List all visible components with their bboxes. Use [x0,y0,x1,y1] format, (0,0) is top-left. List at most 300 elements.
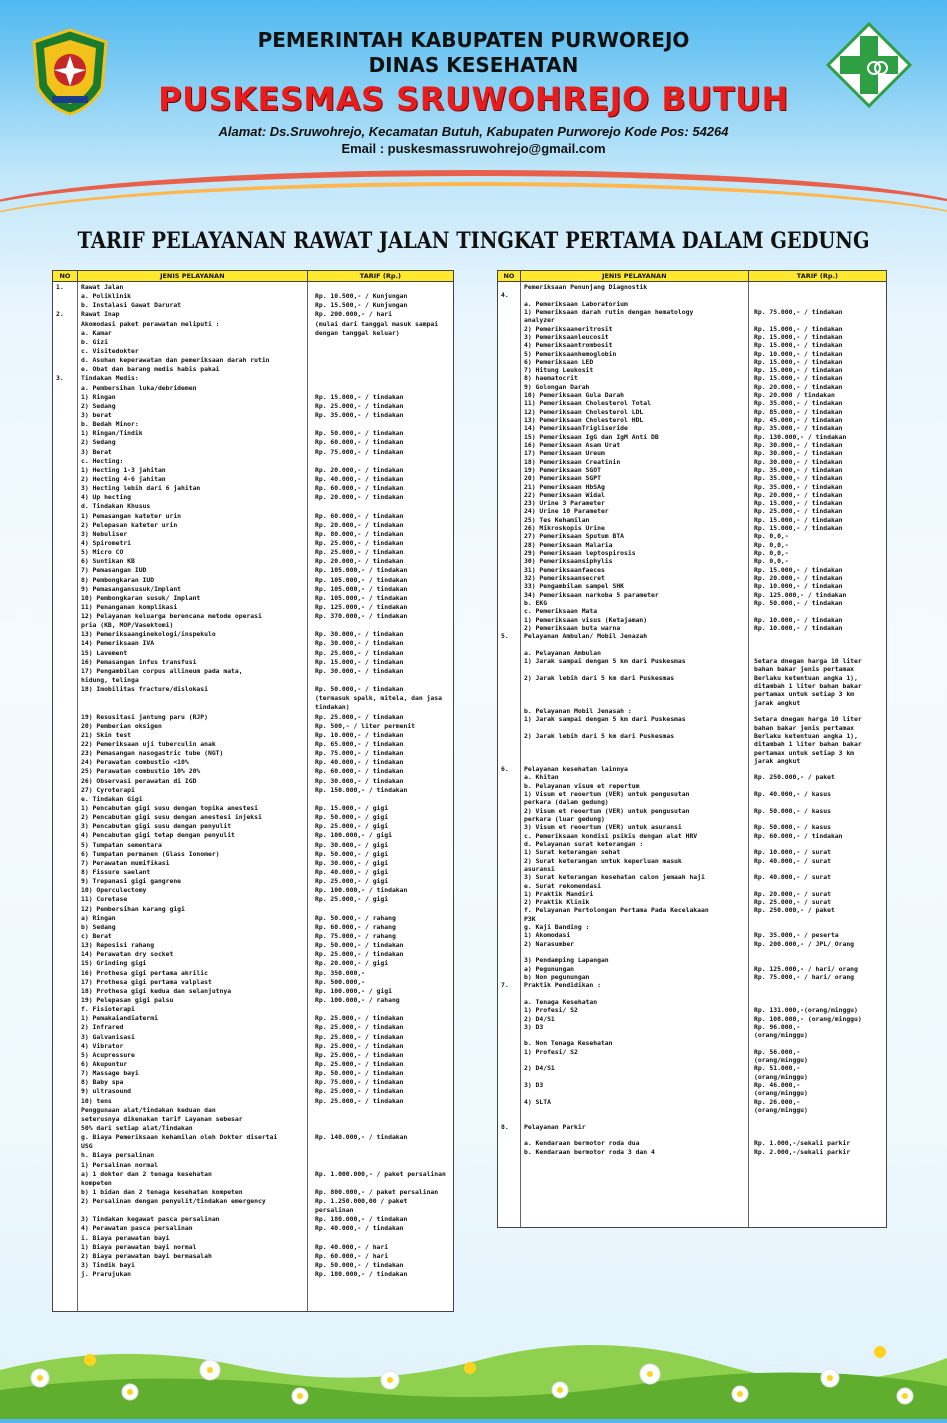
cell-desc: 19) Pelepasan gigi palsu [81,995,174,1004]
table-row [498,557,886,565]
cell-tarif: Rp. 15.000,- / tindakan [754,357,843,366]
table-body [53,283,453,1279]
table-row [53,923,453,932]
cell-desc: 4) Vibrator [81,1041,124,1050]
cell-tarif: (termasuk spalk, mitela, dan jasa [315,694,442,703]
cell-desc: 1) Surat keterangan sehat [524,848,621,857]
cell-desc: b. EKG [524,598,548,607]
cell-desc: b. Kendaraan bermotor roda 3 dan 4 [524,1147,655,1156]
table-row [498,582,886,590]
table-row [53,731,453,740]
table-row [498,1123,886,1131]
cell-desc: 16) Pemasangan infus transfusi [81,657,197,666]
cell-tarif: Rp. 60.000,- / tindakan [315,767,404,776]
cell-desc: g. Kaji Banding : [524,923,590,932]
table-row [498,1023,886,1031]
cell-desc: 4) Perawatan pasca persalinan [81,1224,193,1233]
cell-desc: 10) Pemeriksaan Gula Darah [524,391,625,400]
table-row [498,424,886,432]
cell-desc: 25) Tes Kehamilan [524,515,590,524]
cell-desc: f. Fisioterapi [81,1005,135,1014]
table-row [498,865,886,873]
cell-desc: j. Prarujukan [81,1270,132,1279]
table-row [53,1078,453,1087]
cell-tarif: Rp. 35.000,- / tindakan [754,465,843,474]
cell-tarif: Rp. 20.000,- / tindakan [315,493,404,502]
table-row [498,399,886,407]
table-row [498,566,886,574]
table-row [53,420,453,429]
cell-desc: b) Non pegunungan [524,972,590,981]
cell-desc: 24) Urine 10 Parameter [524,507,609,516]
cell-desc: 7) Pemasangan IUD [81,566,147,575]
cell-tarif: Rp. 25.000,- / gigi [315,895,389,904]
table-row [53,786,453,795]
cell-desc: Rawat Jalan [81,283,124,291]
cell-tarif: Rp. 100.000,- / tindakan [315,886,408,895]
table-row [53,713,453,722]
cell-desc: a. Khitan [524,773,559,782]
table-row [498,956,886,964]
table-row [53,1151,453,1160]
cell-tarif: Rp. 20.000,- / gigi [315,959,389,968]
cell-desc: asuransi [524,864,555,873]
table-row [498,499,886,507]
table-row [53,1051,453,1060]
cell-desc: 5) Pemeriksaanhemoglobin [524,349,617,358]
table-row [498,624,886,632]
cell-tarif: Rp. 125.000,- / tindakan [315,602,408,611]
cell-desc: hidung, telinga [81,676,139,685]
table-row [498,383,886,391]
table-row [53,1069,453,1078]
cell-desc: 15) Grinding gigi [81,959,147,968]
cell-desc: 3) Tindik bayi [81,1261,135,1270]
table-row [53,429,453,438]
cell-desc: 1) Pemeriksaan darah rutin dengan hematology [524,307,694,316]
table-row [498,674,886,682]
table-row [498,773,886,781]
cell-desc: a. Poliklinik [81,292,132,301]
cell-desc: 2) Praktik Klinik [524,898,590,907]
table-row [498,923,886,931]
cell-tarif: Rp. 180.000,- / tindakan [315,1270,408,1279]
cell-desc: 1) Pencabutan gigi susu dengan topika anestesi [81,804,258,813]
cell-desc: 18) Prothesa gigi kedua dan selanjutnya [81,986,232,995]
cell-tarif: Rp. 40.000,- / surat [754,856,831,865]
cell-desc: 4) SLTA [524,1097,551,1106]
cell-no: 2. [56,310,64,319]
table-row [53,1270,453,1279]
cell-desc: Penggunaan alat/tindakan keduan dan [81,1105,216,1114]
cell-tarif: (orang/minggu) [754,1072,808,1081]
table-row [53,512,453,521]
table-row [53,630,453,639]
cell-tarif: Rp. 15.000,- / tindakan [754,374,843,383]
table-row [498,948,886,956]
table-row [498,574,886,582]
cell-tarif: Rp. 25.000,- / gigi [315,877,389,886]
cell-desc: kompeten [81,1178,112,1187]
cell-desc: 6) Pemeriksaan LED [524,357,594,366]
table-row [53,895,453,904]
cell-desc: 6) Tumpatan permanen (Glass Ionomer) [81,849,220,858]
table-row [498,931,886,939]
table-row [53,475,453,484]
table-row [53,502,453,511]
page-title: TARIF PELAYANAN RAWAT JALAN TINGKAT PERTAMA DALAM GEDUNG [77,228,870,254]
table-row [498,732,886,740]
cell-desc: b) 1 bidan dan 2 tenaga kesehatan kompeten [81,1187,243,1196]
table-row [53,877,453,886]
table-row [498,915,886,923]
table-row [53,1206,453,1215]
table-row [498,1031,886,1039]
cell-desc: 32) Pemeriksaansecret [524,573,605,582]
cell-desc: 14) Pemeriksaan IVA [81,639,155,648]
table-row [498,433,886,441]
cell-tarif: Rp. 30.000,- / tindakan [754,457,843,466]
table-row [498,325,886,333]
table-row [498,782,886,790]
table-row [498,757,886,765]
cell-desc: 3) Visum et reoertum (VER) untuk asuransi [524,823,682,832]
cell-tarif: Rp. 10.000,- / surat [754,848,831,857]
cell-tarif: Rp. 15.500,- / Kunjungan [315,301,408,310]
cell-tarif: Rp. 10.000,- / tindakan [315,730,404,739]
cell-tarif: Rp. 40.000,- / tindakan [315,474,404,483]
cell-tarif: pertamax untuk setiap 3 km [754,690,855,699]
cell-desc: 2) Jarak lebih dari 5 km dari Puskesmas [524,673,675,682]
cell-desc: 22) Pemeriksaan uji tuberculin anak [81,740,216,749]
cell-tarif: Rp. 20.000,- / surat [754,889,831,898]
cell-tarif: Rp. 2.000,-/sekali parkir [754,1147,851,1156]
table-row [53,1005,453,1014]
cell-tarif: (mulai dari tanggal masuk sampai [315,319,439,328]
cell-desc: 4) Pemeriksaantrombosit [524,341,613,350]
table-row [53,1234,453,1243]
cell-tarif: Rp. 200.000,- / JPL/ Orang [754,939,855,948]
table-row [53,1179,453,1188]
cell-tarif: Rp. 75.000,- / rahang [315,931,396,940]
table-row [53,539,453,548]
cell-desc: perkara (dalam gedung) [524,798,609,807]
cell-desc: c. Visitedokter [81,346,139,355]
cell-desc: 18) Pemeriksaan Creatinin [524,457,621,466]
cell-desc: 12) Pelayanan keluarga berencana metode operasi [81,612,262,621]
cell-desc: 3) berat [81,410,112,419]
cell-desc: 1) Pemasangan kateter urin [81,511,182,520]
table-row [498,882,886,890]
table-row [498,749,886,757]
cell-desc: a) Ringan [81,913,116,922]
cell-tarif: Rp. 60.000,- / rahang [315,922,396,931]
cell-tarif: Berlaku ketentuan angka 1), [754,731,858,740]
cell-desc: 2) D4/S1 [524,1014,555,1023]
table-row [53,1197,453,1206]
cell-tarif: Rp. 100.000,- / gigi [315,831,392,840]
table-row [53,1087,453,1096]
table-row [53,585,453,594]
cell-desc: pria (KB, MOP/Vasektomi) [81,621,174,630]
table-row [498,300,886,308]
table-row [53,685,453,694]
table-header [53,271,453,282]
cell-tarif: Rp. 350.000,- [315,968,366,977]
cell-desc: 2) Sedang [81,438,116,447]
table-row [53,621,453,630]
table-row [53,841,453,850]
cell-desc: Akomodasi paket perawatan meliputi : [81,319,220,328]
cell-tarif: Rp. 75.000,- / hari/ orang [754,972,855,981]
table-row [498,815,886,823]
table-row [53,1261,453,1270]
cell-desc: 1) Ringan/Tindik [81,429,143,438]
cell-no: 8. [501,1122,509,1131]
table-row [498,507,886,515]
table-row [53,438,453,447]
table-row [498,483,886,491]
cell-desc: c. Pemeriksaan Mata [524,607,598,616]
cell-desc: 3) Berat [81,447,112,456]
cell-tarif: Rp. 50.000,- / gigi [315,849,389,858]
cell-desc: analyzer [524,316,555,325]
tariff-table-left [52,270,454,1312]
table-row [53,639,453,648]
cell-tarif: Rp. 25.000,- / tindakan [315,1087,404,1096]
cell-desc: b. Non Tenaga Kesehatan [524,1039,613,1048]
table-row [498,283,886,291]
cell-desc: a. Pelayanan Ambulan [524,648,601,657]
table-row [53,566,453,575]
cell-no: 6. [501,765,509,774]
table-row [53,292,453,301]
cell-tarif: Rp. 1.250.000,00 / paket [315,1197,408,1206]
cell-tarif: Rp. 35.000,- / tindakan [315,410,404,419]
table-row [53,804,453,813]
cell-desc: 33) Pengambilam sampel SHK [524,582,625,591]
cell-desc: 9) Trepanasi gigi gangrene [81,877,182,886]
table-row [498,798,886,806]
cell-desc: 2) Sedang [81,401,116,410]
table-row [53,813,453,822]
table-row [53,749,453,758]
cell-tarif: Rp. 20.000,- / tindakan [315,520,404,529]
cell-tarif: Rp. 15.000,- / tindakan [315,392,404,401]
cell-tarif: Rp. 50.000,- / tindakan [315,941,404,950]
header-service: JENIS PELAYANAN [521,271,749,281]
table-row [498,823,886,831]
cell-tarif: Rp. 131.000,-(orang/minggu) [754,1006,858,1015]
cell-desc: 5) Micro CO [81,548,124,557]
cell-desc: 3) Pendamping Lapangan [524,956,609,965]
table-row [53,301,453,310]
cell-desc: 20) Pemberian oksigen [81,721,162,730]
cell-tarif: Rp. 25.000,- / tindakan [315,712,404,721]
cell-desc: 19) Resusitasi jantung paru (RJP) [81,712,208,721]
cell-tarif: Rp. 35.000,- / tindakan [754,399,843,408]
cell-no: 7. [501,981,509,990]
table-row [498,832,886,840]
cell-tarif: Rp. 15.000,- / tindakan [754,324,843,333]
cell-tarif: Rp. 40.000,- / surat [754,873,831,882]
cell-tarif: Rp. 75.000,- / tindakan [754,307,843,316]
cell-desc: b. Bedah Minor: [81,420,139,429]
cell-desc: a. Pembersihan luka/debridemen [81,383,197,392]
cell-desc: 27) Cyroterapi [81,785,135,794]
cell-tarif: Rp. 10.000,- / tindakan [754,623,843,632]
table-row [53,338,453,347]
table-row [498,1039,886,1047]
cell-desc: 3) Hecting lebih dari 6 jahitan [81,484,201,493]
cell-desc: b. Pelayanan Mobil Jenasah : [524,706,632,715]
cell-desc: Tindakan Medis: [81,374,139,383]
table-row [498,690,886,698]
table-row [498,449,886,457]
cell-desc: a) 1 dokter dan 2 tenaga kesehatan [81,1169,212,1178]
cell-desc: 7) Hitung Leukosit [524,366,594,375]
cell-tarif: Rp. 15.000,- / tindakan [754,565,843,574]
cell-tarif: Rp. 108.000,- (orang/minggu) [754,1014,862,1023]
cell-tarif: Rp. 150.000,- / tindakan [315,785,408,794]
cell-tarif: Rp. 100.000,- / rahang [315,995,400,1004]
table-row [53,1252,453,1261]
cell-desc: d. Pelayanan surat keterangan : [524,839,644,848]
cell-desc: 22) Pemeriksaan Widal [524,490,605,499]
table-row [498,474,886,482]
table-row [498,740,886,748]
table-row [53,603,453,612]
cell-tarif: Rp. 125.000,- / hari/ orang [754,964,858,973]
cell-tarif: Rp. 50.000,- / tindakan [315,685,404,694]
cell-desc: 15) Lavement [81,648,128,657]
cell-no: 5. [501,632,509,641]
table-row [498,1089,886,1097]
cell-desc: a. Kendaraan bermotor roda dua [524,1139,640,1148]
table-row [498,616,886,624]
cell-desc: b) Sedang [81,922,116,931]
table-row [53,1014,453,1023]
table-row [53,694,453,703]
cell-tarif: jarak angkut [754,756,801,765]
header-tarif: TARIF (Rp.) [359,272,401,280]
table-row [53,393,453,402]
email-line: Email : puskesmassruwohrejo@gmail.com [341,141,606,156]
cell-tarif: bahan bakar jenis pertamax [754,665,855,674]
cell-desc: Pelayanan Parkir [524,1122,586,1131]
table-row [498,291,886,299]
table-row [498,1148,886,1156]
cell-tarif: Rp. 100.000,- / gigi [315,986,392,995]
table-row [53,868,453,877]
cell-desc: 13) Reposisi rahang [81,941,155,950]
table-row [498,491,886,499]
cell-desc: 27) Pemeriksaan Sputum BTA [524,532,625,541]
table-row [53,310,453,319]
cell-tarif: Rp. 25.000,- / tindakan [315,1096,404,1105]
table-row [498,374,886,382]
table-row [498,358,886,366]
table-row [53,886,453,895]
table-row [498,1048,886,1056]
table-row [498,416,886,424]
cell-desc: 3) Pencabutan gigi susu dengan penyulit [81,822,232,831]
cell-tarif: Rp. 250.000,- / paket [754,906,835,915]
table-row [53,466,453,475]
cell-tarif: Rp. 30.000,- / gigi [315,840,389,849]
cell-tarif: Rp. 20.000,- / tindakan [754,382,843,391]
cell-tarif: jarak angkut [754,698,801,707]
table-row [53,767,453,776]
cell-tarif: Rp. 35.000,- / tindakan [754,482,843,491]
cell-desc: 14) PemeriksaanTrigliseride [524,424,628,433]
table-row [498,441,886,449]
cell-desc: 23) Urine 3 Parameter [524,499,605,508]
table-body [498,283,886,1156]
table-row [498,632,886,640]
cell-desc: 1) Praktik Mandiri [524,889,594,898]
cell-tarif: Rp. 50.000,- / tindakan [315,1069,404,1078]
table-row [498,1139,886,1147]
table-row [53,722,453,731]
table-row [498,840,886,848]
table-row [498,1064,886,1072]
cell-desc: 1) Akomodasi [524,931,571,940]
cell-desc: 50% dari setiap alat/Tindakan [81,1123,193,1132]
cell-tarif: Rp. 65.000,- / tindakan [315,740,404,749]
cell-desc: c. Pemeriksaan kondisi psikis dengan alat HRV [524,831,698,840]
cell-tarif: Rp. 1.000,-/sekali parkir [754,1139,851,1148]
cell-tarif: Rp. 60.000,- / tindakan [315,438,404,447]
table-row [53,1060,453,1069]
address-line: Alamat: Ds.Sruwohrejo, Kecamatan Butuh, Kabupaten Purworejo Kode Pos: 54264 [218,124,729,139]
table-row [498,1131,886,1139]
cell-tarif: Rp. 35.000,- / tindakan [754,424,843,433]
cell-desc: 12) Pembersihan karang gigi [81,904,185,913]
cell-desc: 1) Hecting 1-3 jahitan [81,465,166,474]
cell-tarif: Rp. 20.000,- / tindakan [754,573,843,582]
table-row [53,1142,453,1151]
table-row [53,1170,453,1179]
cell-tarif: Rp. 105.000,- / tindakan [315,575,408,584]
table-row [53,969,453,978]
table-row [498,906,886,914]
cell-desc: c. Hecting: [81,456,124,465]
cell-desc: 7) Perawatan mumifikasi [81,858,170,867]
cell-tarif: Rp. 25.000,- / gigi [315,822,389,831]
table-row [53,905,453,914]
table-row [498,665,886,673]
cell-tarif: Rp. 800.000,- / paket persalinan [315,1187,439,1196]
table-row [53,530,453,539]
cell-tarif: Rp. 15.000,- / tindakan [754,366,843,375]
cell-tarif: Rp. 60.000,- / tindakan [754,831,843,840]
table-row [53,667,453,676]
cell-tarif: Rp. 75.000,- / tindakan [315,1078,404,1087]
table-row [53,457,453,466]
cell-tarif: Rp. 60.000,- / tindakan [315,511,404,520]
cell-desc: 1) Biaya perawatan bayi normal [81,1242,197,1251]
cell-desc: 8) haematocrit [524,374,578,383]
cell-tarif: Rp. 40.000,- / tindakan [315,758,404,767]
table-row [498,591,886,599]
table-row [53,1243,453,1252]
cell-tarif: Rp. 50.000,- / tindakan [315,429,404,438]
table-row [53,1224,453,1233]
table-row [498,873,886,881]
table-row [498,707,886,715]
cell-tarif: Rp. 30.000,- / gigi [315,858,389,867]
